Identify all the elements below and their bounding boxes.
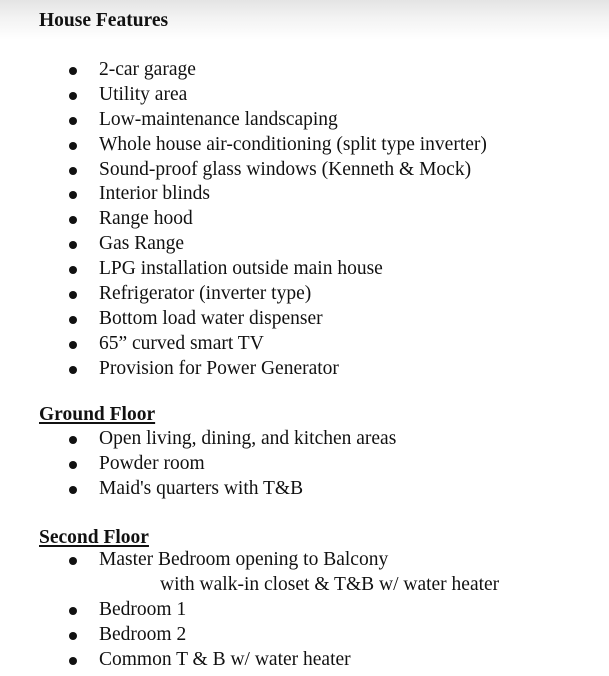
list-item-text: LPG installation outside main house <box>99 258 383 280</box>
list-item-text: Gas Range <box>99 233 185 255</box>
list-item-text: Bedroom 1 <box>99 598 187 620</box>
list-item-text: Interior blinds <box>99 183 211 205</box>
bullet-icon <box>69 632 77 640</box>
list-item-text: Utility area <box>99 83 188 105</box>
list-item-text: Common T & B w/ water heater <box>99 648 351 670</box>
list-item-text: Provision for Power Generator <box>99 357 339 379</box>
list-item-text: 2-car garage <box>99 59 196 80</box>
bullet-icon <box>69 241 77 249</box>
list-item-text: Maid's quarters with T&B <box>99 477 304 499</box>
list-item-text: Sound-proof glass windows (Kenneth & Mock) <box>99 158 472 180</box>
list-item-text: Bedroom 2 <box>99 623 187 645</box>
list-item-text: 65” curved smart TV <box>99 332 264 354</box>
bullet-icon <box>69 341 77 349</box>
bullet-icon <box>69 557 77 565</box>
bullet-icon <box>69 291 77 299</box>
bullet-icon <box>69 316 77 324</box>
bullet-icon <box>69 366 77 374</box>
bullet-icon <box>69 607 77 615</box>
bullet-icon <box>69 67 77 75</box>
bullet-icon <box>69 216 77 224</box>
bullet-icon <box>69 266 77 274</box>
bullet-icon <box>69 657 77 665</box>
bullet-icon <box>69 461 77 469</box>
bullet-icon <box>69 92 77 100</box>
list-item-text: Master Bedroom opening to Balcony <box>99 549 389 570</box>
section-heading-second-floor: Second Floor <box>39 527 149 548</box>
list-item-text: Refrigerator (inverter type) <box>99 283 312 305</box>
list-item-text: Range hood <box>99 208 193 230</box>
list-item-text: Open living, dining, and kitchen areas <box>99 428 397 449</box>
list-item-text: Powder room <box>99 452 205 474</box>
bullet-icon <box>69 436 77 444</box>
list-item-text: Bottom load water dispenser <box>99 307 323 329</box>
bullet-icon <box>69 167 77 175</box>
list-item-text: Low-maintenance landscaping <box>99 108 338 130</box>
list-item-text: Whole house air-conditioning (split type inverter) <box>99 133 487 155</box>
section-heading-ground-floor: Ground Floor <box>39 404 156 425</box>
bullet-icon <box>69 486 77 494</box>
bullet-icon <box>69 191 77 199</box>
bullet-icon <box>69 117 77 125</box>
section-heading-house-features: House Features <box>39 10 169 31</box>
list-item-continuation: with walk-in closet & T&B w/ water heater <box>160 573 500 595</box>
bullet-icon <box>69 142 77 150</box>
